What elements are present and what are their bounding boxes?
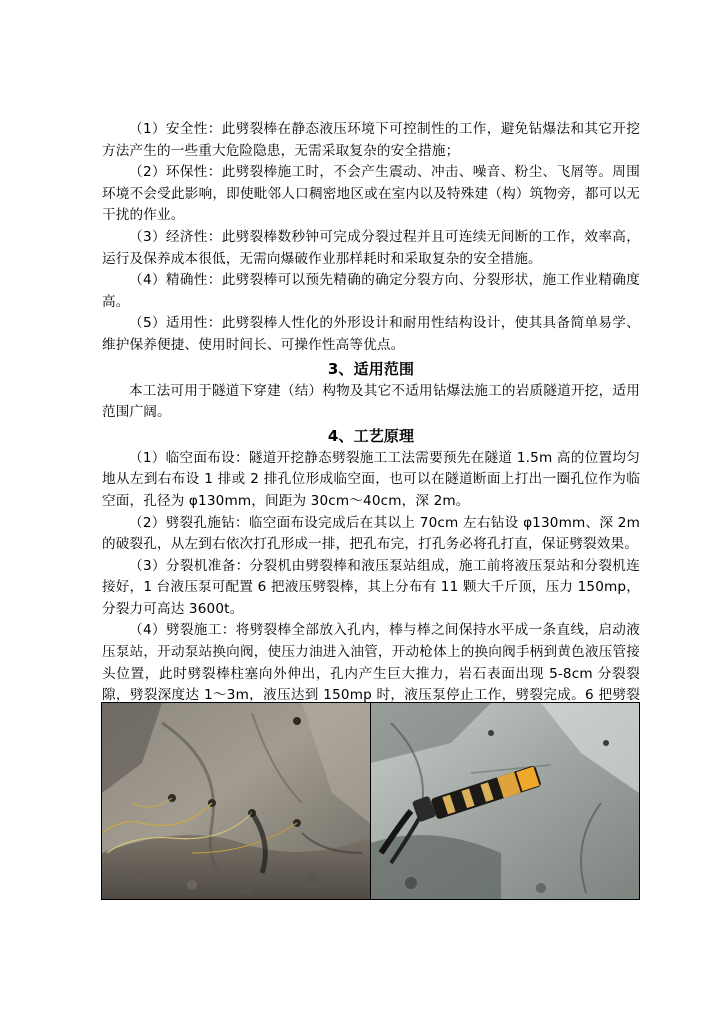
paragraph-step-1: （1）临空面布设：隧道开挖静态劈裂施工工法需要预先在隧道 1.5m 高的位置均匀地从左到右布设 1 排或 2 排孔位形成临空面，也可以在隧道断面上打出一圈孔位作为临空面，孔径为 φ130mm，间距为 30cm～40cm，深 2m。 [102, 449, 640, 509]
rock-face-with-drill-holes-photo [102, 703, 370, 899]
photo-cell-left [102, 703, 370, 899]
splitter-rod-in-rock-photo [371, 703, 639, 899]
paragraph-environment: （2）环保性：此劈裂棒施工时，不会产生震动、冲击、噪音、粉尘、飞屑等。周围环境不会受此影响，即使毗邻人口稠密地区或在室内以及特殊建（构）筑物旁，都可以无干扰的作业。 [102, 164, 640, 224]
paragraph-precision: （4）精确性：此劈裂棒可以预先精确的确定分裂方向、分裂形状，施工作业精确度高。 [102, 272, 640, 310]
document-body [102, 119, 640, 728]
paragraph-applicability: （5）适用性：此劈裂棒人性化的外形设计和耐用性结构设计，使其具备简单易学、维护保养便捷、使用时间长、可操作性高等优点。 [102, 315, 640, 353]
paragraph-step-2: （2）劈裂孔施钻：临空面布设完成后在其以上 70cm 左右钻设 φ130mm、深 2m 的破裂孔，从左到右依次打孔形成一排，把孔布完，打孔务必将孔打直，保证劈裂效果。 [102, 514, 640, 553]
paragraph-step-3: （3）分裂机准备：分裂机由劈裂棒和液压泵站组成，施工前将液压泵站和分裂机连接好，1 台液压泵可配置 6 把液压劈裂棒，其上分布有 11 颗大千斤顶，压力 150mp，分裂力可高达 3600t。 [102, 557, 640, 617]
paragraph-safety: （1）安全性：此劈裂棒在静态液压环境下可控制性的工作，避免钻爆法和其它开挖方法产生的一些重大危险隐患，无需采取复杂的安全措施； [102, 121, 640, 159]
photo-table [101, 702, 640, 900]
section-heading-scope: 3、适用范围 [327, 359, 415, 378]
section-heading-principle: 4、工艺原理 [327, 426, 415, 445]
paragraph-scope: 本工法可用于隧道下穿建（结）构物及其它不适用钻爆法施工的岩质隧道开挖，适用范围广阔。 [102, 382, 640, 421]
photo-cell-right [370, 703, 639, 899]
step-4-text-a: （4）劈裂施工：将劈裂棒全部放入孔内，棒与棒之间保持水平成一条直线，启动液压泵站，开动泵站换向阀，使压力油进入油管，开动枪体上的换向阀手柄到黄色液压管接头位置，此时劈裂棒柱塞向外伸出，孔内产生巨大推力，岩石表面出现 5-8cm 分裂裂隙，劈裂深度达 1～3m，液压达到 150mp 时，液压泵停止工作，劈裂完成。6 把劈裂 [102, 622, 640, 704]
paragraph-economy: （3）经济性：此劈裂棒数秒钟可完成分裂过程并且可连续无间断的工作，效率高，运行及保养成本很低，无需向爆破作业那样耗时和采取复杂的安全措施。 [102, 228, 640, 267]
